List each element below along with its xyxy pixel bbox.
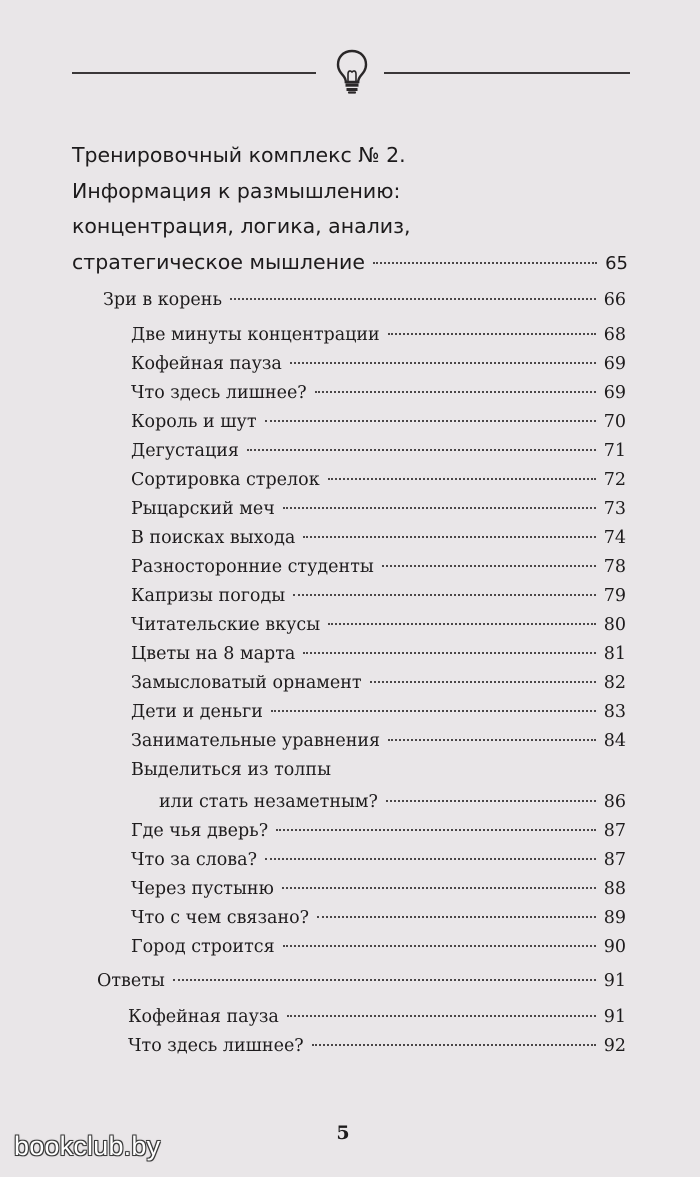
toc-entry-page: 69 xyxy=(603,383,626,403)
toc-entry-page: 91 xyxy=(603,971,626,991)
dot-leader xyxy=(303,652,595,654)
dot-leader xyxy=(276,829,596,831)
page-number: 5 xyxy=(336,1122,350,1144)
toc-entry-title: Замысловатый орнамент xyxy=(131,673,362,693)
section-page-number: 65 xyxy=(605,252,628,274)
toc-entry xyxy=(128,1003,626,1032)
toc-entry-page: 69 xyxy=(603,354,626,374)
dot-leader xyxy=(283,945,596,947)
dot-leader xyxy=(317,916,596,918)
toc-entry-page: 82 xyxy=(603,673,626,693)
header-rule-left xyxy=(72,72,316,74)
toc-entry xyxy=(103,286,626,315)
watermark-text: bookclub.by xyxy=(14,1131,161,1161)
toc-entry-page: 71 xyxy=(603,441,626,461)
toc-entry-page: 78 xyxy=(603,557,626,577)
header-rule-right xyxy=(384,72,630,74)
toc-entry-title: В поисках выхода xyxy=(131,528,296,548)
toc-entry xyxy=(131,350,626,379)
section-title-line: стратегическое мышление xyxy=(72,249,365,274)
toc-entry xyxy=(128,1032,626,1061)
toc-entry-page: 92 xyxy=(603,1036,626,1056)
dot-leader xyxy=(328,478,596,480)
toc-entry-page: 86 xyxy=(603,792,626,812)
toc-entry-page: 88 xyxy=(603,879,626,899)
toc-entry xyxy=(131,933,626,962)
toc-entry-page: 84 xyxy=(603,731,626,751)
toc-entry-title: Кофейная пауза xyxy=(131,354,282,374)
dot-leader xyxy=(293,594,596,596)
toc-entry-title: Две минуты концентрации xyxy=(131,325,380,345)
toc-entry-title: Город строится xyxy=(131,937,275,957)
toc-entry xyxy=(131,640,626,669)
toc-entry-page: 89 xyxy=(603,908,626,928)
dot-leader xyxy=(265,858,596,860)
section-title-line: Тренировочный комплекс № 2. xyxy=(72,143,406,167)
lightbulb-icon xyxy=(330,46,374,96)
toc-entry-title: Дети и деньги xyxy=(131,702,263,722)
dot-leader xyxy=(388,333,596,335)
toc-entry-page: 87 xyxy=(603,821,626,841)
dot-leader xyxy=(173,979,596,981)
dot-leader xyxy=(282,887,596,889)
toc-entry xyxy=(131,466,626,495)
toc-entry xyxy=(131,553,626,582)
toc-entry xyxy=(131,321,626,350)
toc-entry-page: 87 xyxy=(603,850,626,870)
toc-entry-title: Кофейная пауза xyxy=(128,1007,279,1027)
toc-entry-title: Читательские вкусы xyxy=(131,615,321,635)
toc-entry-title: Ответы xyxy=(97,971,165,991)
toc-entry-title: Рыцарский меч xyxy=(131,499,275,519)
dot-leader xyxy=(328,623,596,625)
toc-entry xyxy=(131,727,626,756)
dot-leader xyxy=(290,362,596,364)
toc-entry-page: 73 xyxy=(603,499,626,519)
toc-entry-title: Где чья дверь? xyxy=(131,821,269,841)
toc-entry xyxy=(131,611,626,640)
toc-entry-page: 81 xyxy=(603,644,626,664)
toc-entry-page: 83 xyxy=(603,702,626,722)
dot-leader xyxy=(230,298,596,300)
toc-entry-page: 72 xyxy=(603,470,626,490)
toc-entry xyxy=(131,524,626,553)
dot-leader xyxy=(386,800,596,802)
toc-entry-page: 80 xyxy=(603,615,626,635)
toc-entry-title: Через пустыню xyxy=(131,879,274,899)
toc-entry-first-line xyxy=(131,756,626,785)
toc-entry-title: Капризы погоды xyxy=(131,586,286,606)
dot-leader xyxy=(315,391,596,393)
dot-leader xyxy=(283,507,596,509)
toc-entry xyxy=(131,669,626,698)
toc-entry xyxy=(131,904,626,933)
toc-entry xyxy=(131,582,626,611)
toc-entry xyxy=(159,788,626,817)
toc-entry-page: 74 xyxy=(603,528,626,548)
dot-leader xyxy=(382,565,596,567)
dot-leader xyxy=(370,681,596,683)
section-title-line-last xyxy=(72,245,632,282)
dot-leader xyxy=(312,1044,596,1046)
toc-entry-title: Что с чем связано? xyxy=(131,908,310,928)
toc-entry xyxy=(131,846,626,875)
toc-entry-page: 66 xyxy=(603,290,626,310)
toc-entry-title: Дегустация xyxy=(131,441,239,461)
dot-leader xyxy=(271,710,596,712)
toc-entry-title: Что за слова? xyxy=(131,850,257,870)
toc-entry-page: 68 xyxy=(603,325,626,345)
section-title xyxy=(72,138,632,281)
toc-entry-title: Разносторонние студенты xyxy=(131,557,374,577)
toc-entry-title: Король и шут xyxy=(131,412,257,432)
toc-entry xyxy=(131,437,626,466)
header-ornament xyxy=(72,44,630,100)
toc-entry xyxy=(131,379,626,408)
toc-entry-title: Выделиться из толпы xyxy=(131,760,332,780)
toc-entry-page: 70 xyxy=(603,412,626,432)
toc-entry-title: Что здесь лишнее? xyxy=(131,383,307,403)
dot-leader xyxy=(388,739,596,741)
dot-leader xyxy=(247,449,596,451)
toc-entry-title: Зри в корень xyxy=(103,290,222,310)
toc-entry-page: 91 xyxy=(603,1007,626,1027)
toc-entry-title: Сортировка стрелок xyxy=(131,470,320,490)
dot-leader xyxy=(303,536,595,538)
section-title-line: концентрация, логика, анализ, xyxy=(72,214,411,238)
toc-entry xyxy=(131,698,626,727)
toc-entry-page: 79 xyxy=(603,586,626,606)
toc-entry-title: Занимательные уравнения xyxy=(131,731,381,751)
toc-entry xyxy=(97,967,626,996)
toc-entry xyxy=(131,408,626,437)
toc-entry xyxy=(131,495,626,524)
dot-leader xyxy=(287,1015,596,1017)
dot-leader xyxy=(265,420,596,422)
section-title-line: Информация к размышлению: xyxy=(72,178,401,203)
toc-entry xyxy=(131,817,626,846)
toc-entry-page: 90 xyxy=(603,937,626,957)
toc-entry-title: или стать незаметным? xyxy=(159,792,378,812)
dot-leader xyxy=(373,262,597,264)
toc-entry-title: Что здесь лишнее? xyxy=(128,1036,304,1056)
toc-entry-title: Цветы на 8 марта xyxy=(131,644,296,664)
toc-entry xyxy=(131,875,626,904)
